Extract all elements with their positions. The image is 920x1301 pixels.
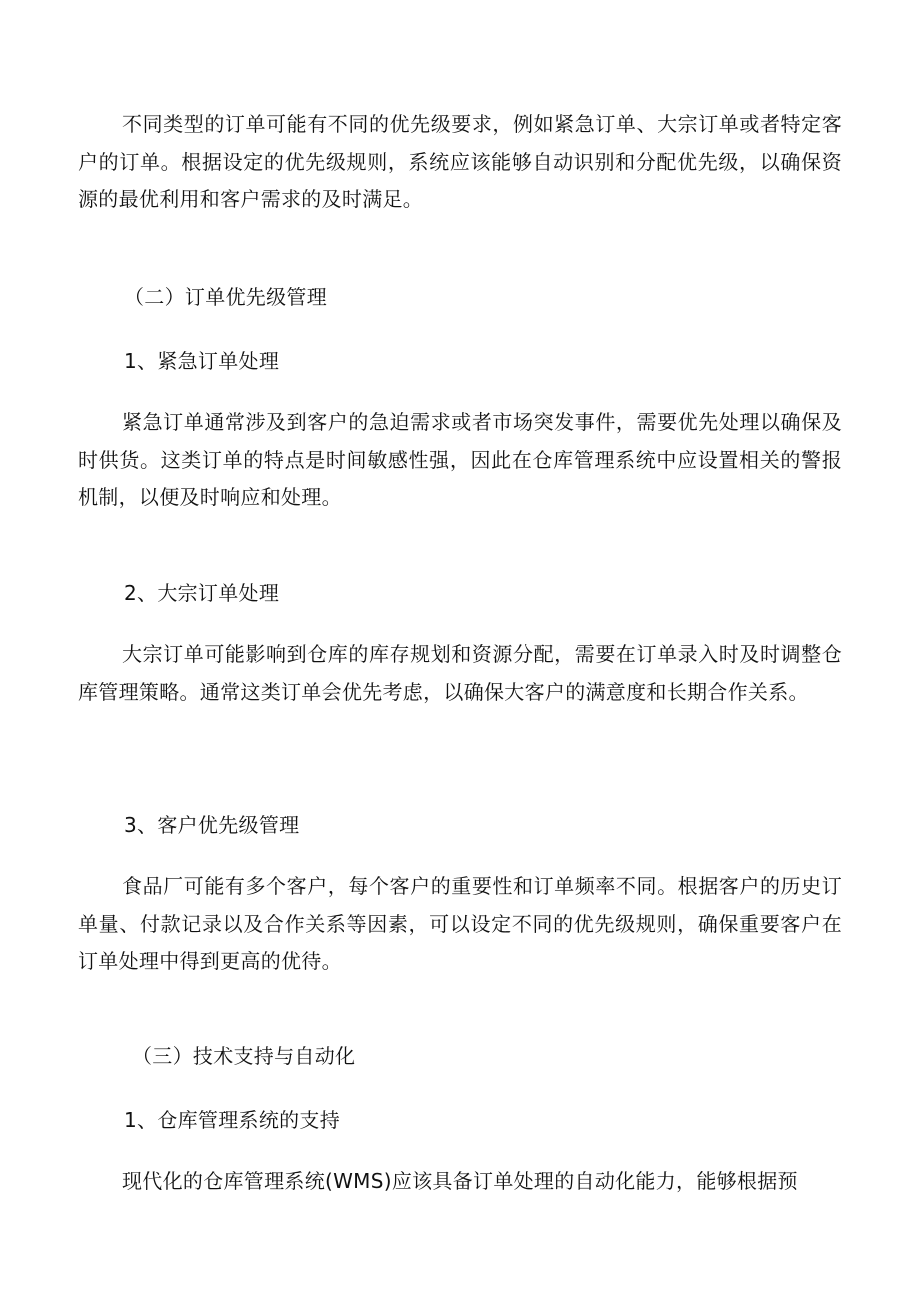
subheading-customer-priority: 3、客户优先级管理	[124, 813, 300, 837]
paragraph-priority-intro: 不同类型的订单可能有不同的优先级要求，例如紧急订单、大宗订单或者特定客户的订单。根据设定的优先级规则，系统应该能够自动识别和分配优先级，以确保资源的最优利用和客户需求的及时满足。	[78, 112, 842, 211]
subheading-bulk-orders: 2、大宗订单处理	[124, 581, 280, 605]
paragraph-bulk-orders: 大宗订单可能影响到仓库的库存规划和资源分配，需要在订单录入时及时调整仓库管理策略。通常这类订单会优先考虑，以确保大客户的满意度和长期合作关系。	[78, 642, 842, 704]
section-heading-tech-support: （三）技术支持与自动化	[132, 1044, 356, 1068]
section-heading-order-priority: （二）订单优先级管理	[124, 285, 327, 309]
paragraph-urgent-orders: 紧急订单通常涉及到客户的急迫需求或者市场突发事件，需要优先处理以确保及时供货。这类订单的特点是时间敏感性强，因此在仓库管理系统中应设置相关的警报机制，以便及时响应和处理。	[78, 410, 842, 509]
subheading-urgent-orders: 1、紧急订单处理	[124, 349, 280, 373]
subheading-wms-support: 1、仓库管理系统的支持	[124, 1108, 341, 1132]
paragraph-wms-support: 现代化的仓库管理系统(WMS)应该具备订单处理的自动化能力，能够根据预	[122, 1169, 798, 1193]
paragraph-customer-priority: 食品厂可能有多个客户，每个客户的重要性和订单频率不同。根据客户的历史订单量、付款记录以及合作关系等因素，可以设定不同的优先级规则，确保重要客户在订单处理中得到更高的优待。	[78, 874, 842, 973]
